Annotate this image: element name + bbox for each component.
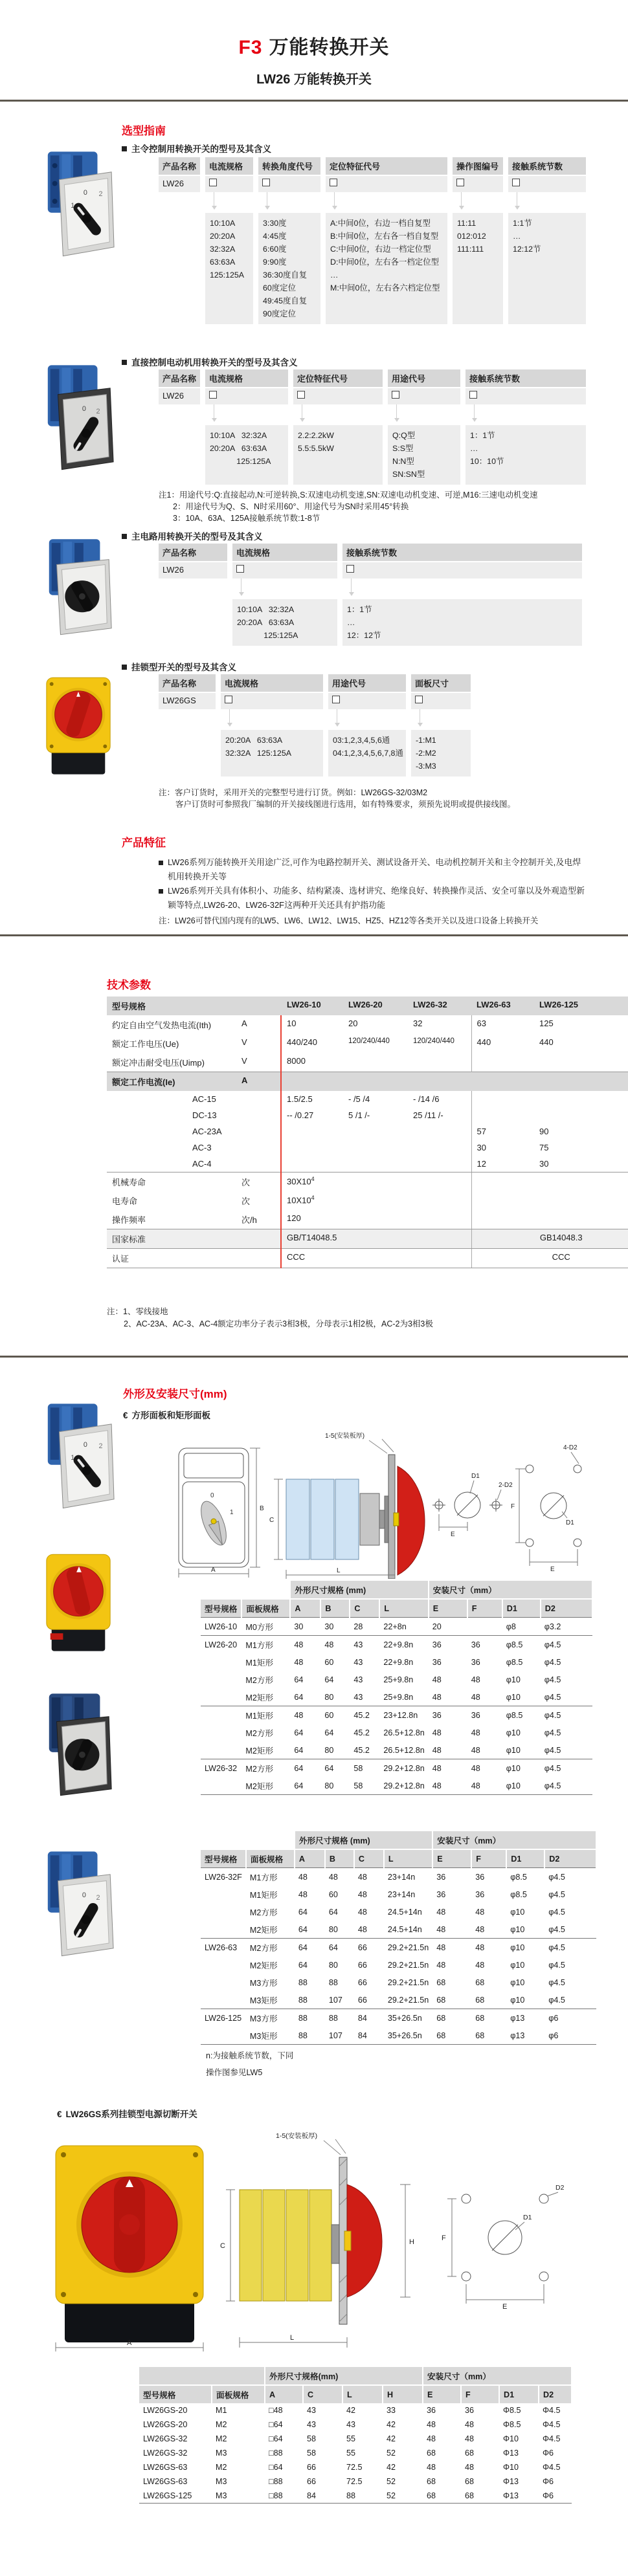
option-item: 5.5:5.5kW bbox=[298, 444, 334, 453]
square-bullet-icon bbox=[122, 146, 127, 151]
code-cell: LW26 bbox=[159, 176, 200, 192]
option-item: D:中间0位，左右各一档定位型 bbox=[330, 258, 439, 267]
option-item: 3:30度 bbox=[263, 219, 287, 228]
column-header: 用途代号 bbox=[328, 674, 406, 692]
option-list bbox=[232, 599, 337, 646]
table-row: M2方形 64 64 45.2 26.5+12.8n 48 48 φ10 φ4.5 bbox=[245, 1728, 561, 1738]
bullet-motor-control: 直接控制电动机用转换开关的型号及其含义 bbox=[122, 355, 298, 368]
table-row: AC-4 12 30 bbox=[107, 1156, 628, 1172]
table-row: 额定工作电压(Ue) V 440/240 120/240/440 120/240/440 440 440 bbox=[107, 1034, 628, 1053]
spec-column bbox=[453, 157, 503, 324]
option-item: 1:1节 bbox=[513, 219, 532, 228]
column-header: 产品名称 bbox=[159, 544, 227, 561]
tech-params-table bbox=[107, 996, 628, 1268]
svg-text:D2: D2 bbox=[555, 2184, 565, 2192]
svg-text:2: 2 bbox=[96, 408, 100, 416]
option-item: 60度定位 bbox=[263, 283, 296, 292]
option-item: N:N型 bbox=[392, 457, 414, 466]
table-row: LW26-32F M1方形 48 48 48 23+14n 36 36 φ8.5 φ4.5 bbox=[201, 1868, 596, 1886]
option-item: 36:30度自复 bbox=[263, 270, 308, 280]
spec-column bbox=[258, 157, 320, 324]
table-row: AC-23A 57 90 bbox=[107, 1123, 628, 1139]
column-header: 接触系统节数 bbox=[342, 544, 582, 561]
table-row: M2矩形 64 80 48 24.5+14n 48 48 φ10 φ4.5 bbox=[249, 1924, 565, 1935]
code-cell bbox=[411, 693, 471, 709]
table-row: M3矩形 88 107 84 35+26.5n 68 68 φ13 φ6 bbox=[201, 2027, 596, 2045]
table-row: LW26-20 M1方形 48 48 43 22+9.8n 36 36 φ8.5 φ4.5 bbox=[201, 1636, 592, 1654]
column-header: 用途代号 bbox=[388, 369, 460, 387]
connector-arrow-icon bbox=[508, 192, 586, 213]
svg-text:2: 2 bbox=[98, 190, 103, 199]
features-note: 注：LW26可替代国内现有的LW5、LW6、LW12、LW15、HZ5、HZ12等各类开关以及进口设备上转换开关 bbox=[159, 916, 539, 925]
svg-text:0: 0 bbox=[82, 405, 86, 413]
option-list bbox=[205, 425, 288, 485]
product-photo-lever-alt bbox=[40, 359, 117, 476]
option-item: -3:M3 bbox=[416, 762, 436, 771]
column-header: 操作图编号 bbox=[453, 157, 503, 175]
option-item: … bbox=[470, 444, 478, 453]
svg-text:2: 2 bbox=[96, 1894, 100, 1902]
selection-table-main-circuit bbox=[159, 544, 582, 646]
svg-text:D1: D1 bbox=[566, 1519, 574, 1526]
spec-column bbox=[159, 544, 227, 646]
placeholder-box-icon bbox=[469, 391, 477, 399]
spec-column bbox=[159, 369, 200, 485]
option-item: 4:45度 bbox=[263, 232, 287, 241]
svg-text:D1: D1 bbox=[523, 2214, 532, 2221]
table-row: LW26-10 M0方形 30 30 28 22+8n 20 φ8 φ3.2 bbox=[201, 1618, 592, 1636]
tech-notes: 注：1、零线接地 2、AC-23A、AC-3、AC-4额定功率分子表示3相3极，分母表示1相2极，AC-2为3相3极 bbox=[107, 1307, 433, 1328]
option-item: 04:1,2,3,4,5,6,7,8通 bbox=[333, 749, 403, 758]
option-item: M:中间0位，左右各六档定位型 bbox=[330, 283, 440, 292]
option-item: 1：1节 bbox=[347, 605, 372, 614]
bullet-master-control: 主令控制用转换开关的型号及其含义 bbox=[122, 142, 271, 155]
option-item: 6:60度 bbox=[263, 245, 287, 254]
dim-notes: n:为接触系统节数，下同 操作图参见LW5 bbox=[206, 2051, 294, 2077]
features-list bbox=[159, 855, 586, 928]
placeholder-box-icon bbox=[330, 179, 337, 186]
option-list bbox=[293, 425, 383, 485]
column-header: 定位特征代号 bbox=[326, 157, 447, 175]
table-row: DC-13 -- /0.27 5 /1 /- 25 /11 /- bbox=[107, 1107, 628, 1123]
column-header: 接触系统节数 bbox=[508, 157, 586, 175]
dimension-table: 外形尺寸规格 (mm) 安装尺寸（mm） 型号规格 面板规格 A B C L E F D1 D2 LW26-32F M1方形 48 48 48 23+14n 36 36 φ8.5 φ4.5 M1矩形 48 60 48 23+14n 36 36 φ8.5 φ4.5 M2方形 64 64 48 24.5+14n 48 48 φ10 φ4.5 M2矩形 64 80 48 24.5+14n 48 48 φ10 φ4.5 LW26-63 M2方形 64 64 66 29.2+21.5n 48 48 φ10 φ4.5 M2矩形 64 80 66 29.2+21.5n 48 48 φ10 φ4.5 M3方形 88 88 66 29.2+21.5n 68 68 φ10 φ4.5 M3矩形 88 107 66 29.2+21.5n 68 68 φ10 φ4.5 LW26-125 M3方形 88 88 84 35+26.5n 68 68 φ13 φ6 M3矩形 88 107 84 35+26.5n 68 68 φ13 φ6 bbox=[201, 1831, 597, 2045]
product-photo-lever bbox=[40, 1398, 117, 1514]
code-cell bbox=[205, 388, 288, 404]
option-item: 012:012 bbox=[457, 232, 486, 241]
connector-arrow-icon bbox=[453, 192, 503, 213]
svg-text:F: F bbox=[442, 2234, 446, 2242]
spec-column bbox=[508, 157, 586, 324]
dimension-drawing-panel bbox=[175, 1429, 589, 1582]
option-item: 10:10A 32:32A bbox=[210, 431, 267, 440]
svg-text:2-D2: 2-D2 bbox=[499, 1482, 513, 1489]
connector-arrow-icon bbox=[258, 192, 320, 213]
gs-dimension-drawing bbox=[45, 2128, 589, 2356]
svg-text:2: 2 bbox=[98, 1442, 103, 1451]
connector-arrow-icon bbox=[232, 578, 337, 599]
svg-text:0: 0 bbox=[210, 1492, 214, 1499]
table-row: LW26GS-32 M3 □88 58 55 52 68 68 Φ13 Φ6 bbox=[143, 2449, 554, 2458]
svg-text:1: 1 bbox=[230, 1509, 234, 1516]
table-row: 国家标准 GB/T14048.5 GB14048.3 bbox=[107, 1229, 628, 1249]
option-list bbox=[205, 213, 253, 324]
table-row: M3矩形 88 107 66 29.2+21.5n 68 68 φ10 φ4.5 bbox=[249, 1995, 565, 2005]
table-row: 操作频率 次/h 120 bbox=[107, 1210, 628, 1229]
spec-column bbox=[232, 544, 337, 646]
spec-column bbox=[342, 544, 582, 646]
dimension-table: 外形尺寸规格(mm) 安装尺寸（mm） 型号规格 面板规格 A C L H E F D1 D2 LW26GS-20 M1 □48 43 42 33 36 36 Φ8.5 Φ4.5 LW26GS-20 M2 □64 43 43 42 48 48 Φ8.5 Φ4.5 LW26GS-32 M2 □64 58 55 42 48 48 Φ10 Φ4.5 LW26GS-32 M3 □88 58 55 52 68 68 Φ13 Φ6 LW26GS-63 M2 □64 66 72.5 42 48 48 Φ10 Φ4.5 LW26GS-63 M3 □88 66 72.5 52 68 68 Φ13 Φ6 LW26GS-125 M3 □88 84 88 52 68 68 Φ13 Φ6 bbox=[139, 2367, 572, 2504]
page-title bbox=[0, 31, 628, 60]
svg-text:C: C bbox=[269, 1517, 275, 1524]
divider bbox=[0, 934, 628, 936]
product-photo-padlock bbox=[40, 666, 117, 780]
spec-column bbox=[328, 674, 406, 776]
gs-dimension-table bbox=[139, 2367, 572, 2504]
connector-arrow-icon bbox=[342, 578, 582, 599]
dimension-table-a bbox=[201, 1581, 593, 1795]
table-row: M3方形 88 88 66 29.2+21.5n 68 68 φ10 φ4.5 bbox=[249, 1977, 565, 1988]
spec-column bbox=[465, 369, 586, 485]
svg-text:H: H bbox=[409, 2238, 414, 2246]
option-item: -2:M2 bbox=[416, 749, 436, 758]
column-header: 产品名称 bbox=[159, 674, 216, 692]
column-header: 电流规格 bbox=[205, 369, 288, 387]
option-item: 20:20A 63:63A bbox=[225, 736, 283, 745]
svg-text:E: E bbox=[502, 2303, 508, 2311]
code-cell bbox=[465, 388, 586, 404]
table-row: LW26GS-20 M2 □64 43 43 42 48 48 Φ8.5 Φ4.5 bbox=[143, 2420, 561, 2429]
section-heading-dimensions: 外形及安装尺寸(mm) bbox=[123, 1388, 227, 1400]
option-item: 9:90度 bbox=[263, 258, 287, 267]
square-bullet-icon bbox=[122, 360, 127, 365]
gs-section-heading: € LW26GS系列挂锁型电源切断开关 bbox=[57, 2109, 197, 2119]
svg-text:1-5(安装板厚): 1-5(安装板厚) bbox=[325, 1433, 365, 1440]
option-item: 90度定位 bbox=[263, 309, 296, 318]
divider bbox=[0, 1356, 628, 1358]
section-heading-tech: 技术参数 bbox=[107, 979, 151, 991]
placeholder-box-icon bbox=[346, 565, 354, 573]
table-row: 认证 CCC CCC bbox=[107, 1249, 628, 1268]
option-item: 49:45度自复 bbox=[263, 296, 308, 305]
table-row: 电寿命 次 $10X10^4$ bbox=[107, 1191, 628, 1210]
option-list bbox=[258, 213, 320, 324]
option-item: -1:M1 bbox=[416, 736, 436, 745]
code-cell bbox=[293, 388, 383, 404]
svg-text:C: C bbox=[220, 2242, 225, 2250]
connector-arrow-icon bbox=[326, 192, 447, 213]
option-item: 1：1节 bbox=[470, 431, 495, 440]
column-header: 电流规格 bbox=[205, 157, 253, 175]
svg-text:4-D2: 4-D2 bbox=[563, 1444, 578, 1451]
table-row: AC-15 1.5/2.5 - /5 /4 - /14 /6 bbox=[107, 1091, 628, 1107]
option-item: 11:11 bbox=[457, 219, 477, 228]
svg-text:A: A bbox=[211, 1567, 216, 1574]
product-photo-padlock bbox=[40, 1543, 117, 1657]
bullet-panel-types: € 方形面板和矩形面板 bbox=[123, 1411, 211, 1420]
option-item: 32:32A 125:125A bbox=[225, 749, 291, 758]
option-item: 10:10A bbox=[210, 219, 236, 228]
column-header: 面板尺寸 bbox=[411, 674, 471, 692]
spec-column bbox=[326, 157, 447, 324]
placeholder-box-icon bbox=[456, 179, 464, 186]
svg-text:B: B bbox=[260, 1505, 264, 1512]
svg-text:0: 0 bbox=[83, 1441, 87, 1449]
svg-text:D1: D1 bbox=[471, 1473, 480, 1480]
option-item: 10：10节 bbox=[470, 457, 504, 466]
option-list bbox=[342, 599, 582, 646]
table-row: AC-3 30 75 bbox=[107, 1139, 628, 1156]
table-row: LW26GS-125 M3 □88 84 88 52 68 68 Φ13 Φ6 bbox=[139, 2489, 572, 2504]
column-header: 电流规格 bbox=[232, 544, 337, 561]
code-cell bbox=[326, 176, 447, 192]
option-item: 32:32A bbox=[210, 245, 236, 254]
dimension-table-b bbox=[201, 1831, 597, 2045]
code-cell: LW26 bbox=[159, 562, 227, 578]
spec-column bbox=[411, 674, 471, 776]
code-cell: LW26GS bbox=[159, 693, 216, 709]
motor-table-notes: 注1：用途代号:Q:直接起动,N:可逆转换,S:双速电动机变速,SN:双速电动机变速、可逆,M16:三速电动机变速 2：用途代号为Q、S、N时采用60°、用途代号为SN时采用45°转换 3：10A、63A、125A接触系统节数:1-8节 bbox=[159, 490, 538, 523]
option-item: 63:63A bbox=[210, 258, 236, 267]
svg-text:A: A bbox=[127, 2339, 132, 2347]
option-item: 20:20A 63:63A bbox=[237, 618, 295, 627]
option-item: 12：12节 bbox=[347, 631, 381, 640]
option-item: 20:20A bbox=[210, 232, 236, 241]
table-row: LW26-32 M2方形 64 64 58 29.2+12.8n 48 48 φ10 φ4.5 bbox=[201, 1759, 592, 1778]
connector-arrow-icon bbox=[205, 404, 288, 425]
bullet-padlock: 挂锁型开关的型号及其含义 bbox=[122, 660, 236, 673]
code-cell bbox=[328, 693, 406, 709]
code-cell bbox=[342, 562, 582, 578]
connector-arrow-icon bbox=[293, 404, 383, 425]
svg-text:1: 1 bbox=[71, 201, 75, 210]
svg-text:L: L bbox=[290, 2334, 295, 2342]
option-item: … bbox=[347, 618, 355, 627]
option-item: … bbox=[330, 270, 339, 280]
column-header: 接触系统节数 bbox=[465, 369, 586, 387]
code-cell bbox=[221, 693, 323, 709]
square-bullet-icon bbox=[122, 534, 127, 539]
code-cell bbox=[258, 176, 320, 192]
option-item: … bbox=[513, 232, 521, 241]
spec-column bbox=[159, 674, 216, 776]
table-row: M1矩形 48 60 48 23+14n 36 36 φ8.5 φ4.5 bbox=[249, 1889, 565, 1900]
placeholder-box-icon bbox=[512, 179, 520, 186]
option-item: 111:111 bbox=[457, 245, 484, 254]
c-bullet-icon: € bbox=[123, 1411, 128, 1420]
column-header: 产品名称 bbox=[159, 369, 200, 387]
code-cell bbox=[508, 176, 586, 192]
placeholder-box-icon bbox=[332, 696, 340, 703]
page-subtitle: LW26 万能转换开关 bbox=[256, 72, 372, 87]
selection-table-master bbox=[159, 157, 586, 324]
placeholder-box-icon bbox=[236, 565, 244, 573]
option-item: Q:Q型 bbox=[392, 431, 416, 440]
c-bullet-icon: € bbox=[57, 2109, 62, 2119]
option-list bbox=[508, 213, 586, 324]
table-row: LW26-125 M3方形 88 88 84 35+26.5n 68 68 φ13 φ6 bbox=[201, 2009, 596, 2027]
option-list bbox=[453, 213, 503, 324]
option-item: A:中间0位，右边一档自复型 bbox=[330, 219, 431, 228]
table-row: M2矩形 64 80 45.2 26.5+12.8n 48 48 φ10 φ4.5 bbox=[245, 1745, 561, 1756]
connector-arrow-icon bbox=[205, 192, 253, 213]
table-row: LW26GS-63 M2 □64 66 72.5 42 48 48 Φ10 Φ4.5 bbox=[143, 2463, 561, 2472]
placeholder-box-icon bbox=[415, 696, 423, 703]
feature-item: LW26系列万能转换开关用途广泛,可作为电路控制开关、测试设备开关、电动机控制开关和主令控制开关,及电焊机用转换开关等 bbox=[159, 855, 586, 884]
option-item: SN:SN型 bbox=[392, 470, 425, 479]
option-item: 2.2:2.2kW bbox=[298, 431, 334, 440]
feature-item: LW26系列开关具有体积小、功能多、结构紧凑、选材讲究、绝缘良好、转换操作灵活、安全可靠以及外观造型新颖等特点,LW26-20、LW26-32F这两种开关还具有护指功能 bbox=[159, 884, 586, 912]
option-list bbox=[411, 730, 471, 776]
option-list bbox=[326, 213, 447, 324]
table-row: M2矩形 64 80 43 25+9.8n 48 48 φ10 φ4.5 bbox=[245, 1692, 561, 1702]
connector-arrow-icon bbox=[221, 709, 323, 730]
section-heading-features: 产品特征 bbox=[122, 837, 166, 849]
spec-column bbox=[205, 157, 253, 324]
option-item: 125:125A bbox=[210, 270, 245, 280]
option-item: B:中间0位，左右各一档自复型 bbox=[330, 232, 439, 241]
table-row: 型号规格 LW26-10 LW26-20 LW26-32 LW26-63 LW26-125 bbox=[107, 996, 628, 1015]
section-heading-selection: 选型指南 bbox=[122, 125, 166, 137]
option-list bbox=[328, 730, 406, 776]
divider bbox=[0, 100, 628, 102]
table-row: LW26GS-63 M3 □88 66 72.5 52 68 68 Φ13 Φ6 bbox=[143, 2477, 554, 2486]
table-row: M2矩形 64 80 66 29.2+21.5n 48 48 φ10 φ4.5 bbox=[249, 1960, 565, 1970]
table-row: 额定工作电流(Ie) A bbox=[107, 1072, 628, 1092]
product-photo-lever bbox=[40, 146, 117, 262]
placeholder-box-icon bbox=[262, 179, 270, 186]
product-photo-lever-alt bbox=[40, 1844, 117, 1963]
option-list bbox=[221, 730, 323, 776]
svg-text:0: 0 bbox=[83, 189, 87, 197]
svg-text:E: E bbox=[550, 1566, 555, 1573]
spec-column bbox=[159, 157, 200, 324]
table-row: M1矩形 48 60 43 22+9.8n 36 36 φ8.5 φ4.5 bbox=[245, 1657, 561, 1668]
connector-arrow-icon bbox=[411, 709, 471, 730]
column-header: 产品名称 bbox=[159, 157, 200, 175]
series-code: F3 bbox=[238, 37, 263, 58]
padlock-table-notes: 注：客户订货时，采用开关的完整型号进行订货。例如：LW26GS-32/03M2 客户订货时可参照我厂编制的开关接线图进行选用，如有特殊要求，须预先说明或提供接线图。 bbox=[159, 788, 516, 809]
table-row: 约定自由空气发热电流(Ith) A 10 20 32 63 125 bbox=[107, 1015, 628, 1034]
table-row: LW26GS-20 M1 □48 43 42 33 36 36 Φ8.5 Φ4.5 bbox=[143, 2406, 561, 2415]
code-cell: LW26 bbox=[159, 388, 200, 404]
option-item: 12:12节 bbox=[513, 245, 541, 254]
option-item: 125:125A bbox=[237, 631, 298, 640]
placeholder-box-icon bbox=[225, 696, 232, 703]
option-item: 125:125A bbox=[210, 457, 271, 466]
bullet-main-circuit: 主电路用转换开关的型号及其含义 bbox=[122, 529, 263, 542]
spec-column bbox=[388, 369, 460, 485]
svg-text:1-5(安装板厚): 1-5(安装板厚) bbox=[276, 2132, 318, 2140]
option-item: S:S型 bbox=[392, 444, 414, 453]
svg-text:L: L bbox=[337, 1567, 341, 1574]
code-cell bbox=[388, 388, 460, 404]
option-item: 20:20A 63:63A bbox=[210, 444, 267, 453]
option-item: 10:10A 32:32A bbox=[237, 605, 295, 614]
table-row: LW26GS-32 M2 □64 58 55 42 48 48 Φ10 Φ4.5 bbox=[143, 2434, 561, 2443]
table-row: LW26-63 M2方形 64 64 66 29.2+21.5n 48 48 φ10 φ4.5 bbox=[201, 1939, 596, 1957]
dimension-table: 外形尺寸规格 (mm) 安装尺寸（mm） 型号规格 面板规格 A B C L E F D1 D2 LW26-10 M0方形 30 30 28 22+8n 20 φ8 φ3.2 LW26-20 M1方形 48 48 43 22+9.8n 36 36 φ8.5 φ4.5 M1矩形 48 60 43 22+9.8n 36 36 φ8.5 φ4.5 M2方形 64 64 43 25+9.8n 48 48 φ10 φ4.5 M2矩形 64 80 43 25+9.8n 48 48 φ10 φ4.5 M1矩形 48 60 45.2 23+12.8n 36 36 φ8.5 φ4.5 M2方形 64 64 45.2 26.5+12.8n 48 48 φ10 φ4.5 M2矩形 64 80 45.2 26.5+12.8n 48 48 φ10 φ4.5 LW26-32 M2方形 64 64 58 29.2+12.8n 48 48 φ10 φ4.5 M2矩形 64 80 58 29.2+12.8n 48 48 φ10 φ4.5 bbox=[201, 1581, 593, 1795]
table-row: M2方形 64 64 43 25+9.8n 48 48 φ10 φ4.5 bbox=[245, 1675, 561, 1685]
svg-text:0: 0 bbox=[82, 1891, 86, 1900]
option-list bbox=[465, 425, 586, 485]
code-cell bbox=[205, 176, 253, 192]
option-item: C:中间0位，右边一档定位型 bbox=[330, 245, 431, 254]
product-photo-knob-dark bbox=[40, 1686, 117, 1804]
svg-text:F: F bbox=[511, 1503, 515, 1510]
placeholder-box-icon bbox=[209, 391, 217, 399]
column-header: 转换角度代号 bbox=[258, 157, 320, 175]
code-cell bbox=[453, 176, 503, 192]
page-title-text: 万能转换开关 bbox=[269, 37, 390, 58]
spec-column bbox=[221, 674, 323, 776]
svg-text:1: 1 bbox=[71, 1453, 75, 1462]
column-header: 电流规格 bbox=[221, 674, 323, 692]
connector-arrow-icon bbox=[465, 404, 586, 425]
placeholder-box-icon bbox=[209, 179, 217, 186]
selection-table-padlock bbox=[159, 674, 471, 776]
table-row: 机械寿命 次 $30X10^4$ bbox=[107, 1172, 628, 1192]
option-list bbox=[388, 425, 460, 485]
option-item: 03:1,2,3,4,5,6通 bbox=[333, 736, 390, 745]
square-bullet-icon bbox=[122, 665, 127, 670]
table-row: M2矩形 64 80 58 29.2+12.8n 48 48 φ10 φ4.5 bbox=[201, 1777, 592, 1795]
table-row: M2方形 64 64 48 24.5+14n 48 48 φ10 φ4.5 bbox=[249, 1907, 565, 1917]
table-row: 额定冲击耐受电压(Uimp) V 8000 bbox=[107, 1053, 628, 1072]
svg-text:E: E bbox=[451, 1531, 455, 1538]
placeholder-box-icon bbox=[392, 391, 399, 399]
spec-column bbox=[205, 369, 288, 485]
spec-column bbox=[293, 369, 383, 485]
placeholder-box-icon bbox=[297, 391, 305, 399]
selection-table-motor bbox=[159, 369, 586, 485]
code-cell bbox=[232, 562, 337, 578]
connector-arrow-icon bbox=[328, 709, 406, 730]
table-row: M1矩形 48 60 45.2 23+12.8n 36 36 φ8.5 φ4.5 bbox=[201, 1706, 592, 1724]
connector-arrow-icon bbox=[388, 404, 460, 425]
column-header: 定位特征代号 bbox=[293, 369, 383, 387]
product-photo-knob bbox=[40, 532, 117, 639]
